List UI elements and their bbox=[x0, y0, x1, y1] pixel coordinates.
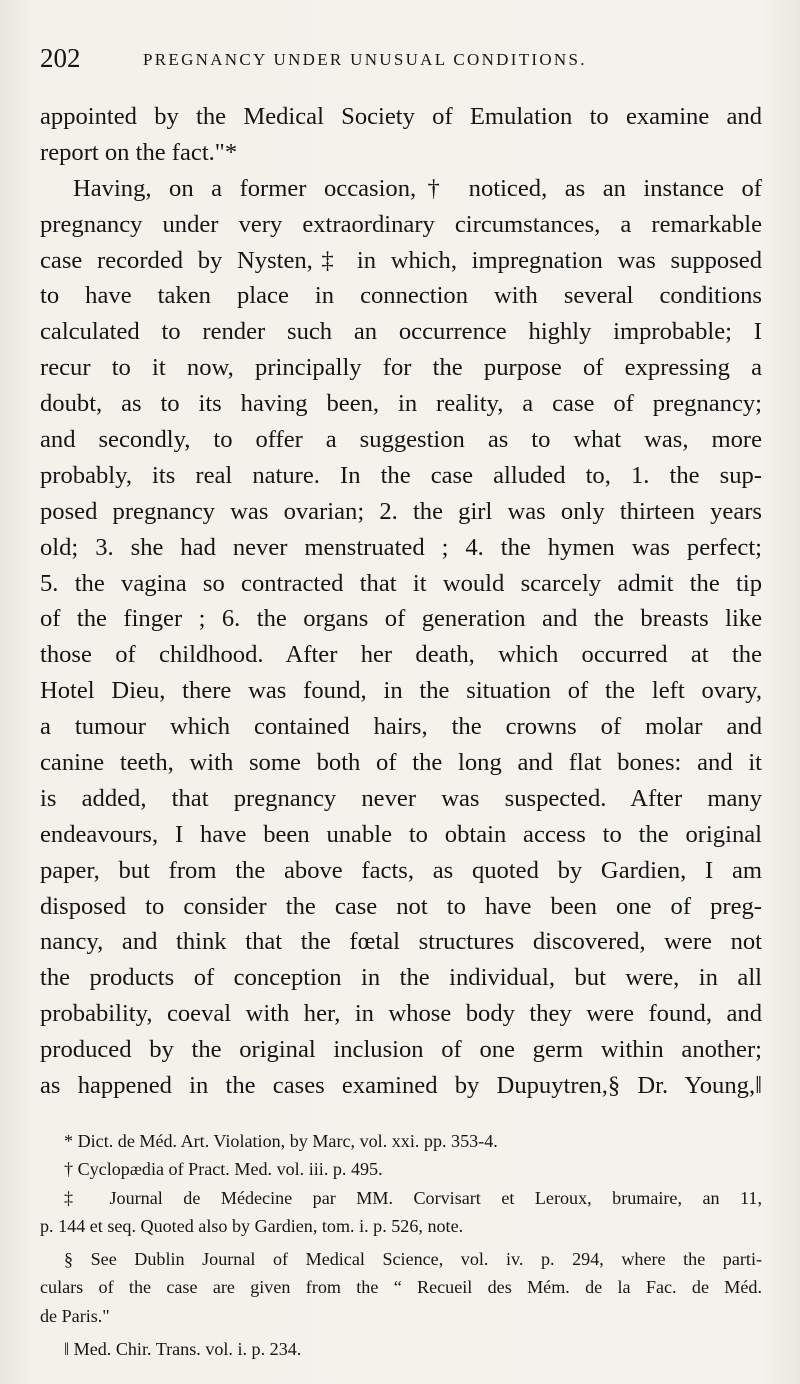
body-line: report on the fact."* bbox=[40, 138, 238, 166]
body-line: old; 3. she had never menstruated ; 4. the hymen was perfect; bbox=[40, 533, 762, 561]
footnotes bbox=[40, 1127, 762, 1363]
body-line: of the finger ; 6. the organs of generation and the breasts like bbox=[40, 605, 762, 633]
body-line: Having, on a former occasion,† noticed, as an instance of bbox=[73, 174, 762, 202]
body-line: doubt, as to its having been, in reality, a case of pregnancy; bbox=[40, 390, 762, 418]
running-title: PREGNANCY UNDER UNUSUAL CONDITIONS. bbox=[143, 50, 587, 69]
page-number: 202 bbox=[40, 43, 81, 73]
body-line: canine teeth, with some both of the long and flat bones: and it bbox=[40, 749, 762, 777]
body-line: Hotel Dieu, there was found, in the situation of the left ovary, bbox=[40, 677, 762, 705]
body-line: pregnancy under very extraordinary circumstances, a remarkable bbox=[40, 210, 762, 238]
footnote-continuation: p. 144 et seq. Quoted also by Gardien, tom. i. p. 526, note. bbox=[40, 1215, 464, 1236]
body-line: as happened in the cases examined by Dupuytren,§ Dr. Young,‖ bbox=[40, 1072, 762, 1100]
body-line: to have taken place in connection with several conditions bbox=[40, 282, 762, 310]
page-header bbox=[40, 40, 752, 80]
body-line: a tumour which contained hairs, the crowns of molar and bbox=[40, 713, 762, 741]
body-text bbox=[40, 99, 762, 1104]
body-line: paper, but from the above facts, as quoted by Gardien, I am bbox=[40, 856, 762, 884]
body-line: and secondly, to offer a suggestion as to what was, more bbox=[40, 426, 762, 454]
body-line: 5. the vagina so contracted that it would scarcely admit the tip bbox=[40, 569, 762, 597]
body-line: endeavours, I have been unable to obtain access to the original bbox=[40, 820, 762, 848]
body-line: case recorded by Nysten,‡ in which, impregnation was supposed bbox=[40, 246, 762, 274]
body-line: produced by the original inclusion of one germ within another; bbox=[40, 1036, 762, 1064]
footnote: † Cyclopædia of Pract. Med. vol. iii. p. 495. bbox=[64, 1159, 383, 1180]
footnote-continuation: culars of the case are given from the “ Recueil des Mém. de la Fac. de Méd. bbox=[40, 1277, 762, 1298]
body-line: nancy, and think that the fœtal structures discovered, were not bbox=[40, 928, 762, 956]
footnote: ‖ Med. Chir. Trans. vol. i. p. 234. bbox=[64, 1339, 302, 1360]
footnote: § See Dublin Journal of Medical Science, vol. iv. p. 294, where the parti- bbox=[64, 1249, 762, 1270]
body-line: is added, that pregnancy never was suspected. After many bbox=[40, 784, 762, 812]
body-line: posed pregnancy was ovarian; 2. the girl was only thirteen years bbox=[40, 497, 762, 525]
footnote-continuation: de Paris." bbox=[40, 1305, 110, 1326]
body-line: disposed to consider the case not to have been one of preg- bbox=[40, 892, 762, 920]
body-line: probability, coeval with her, in whose body they were found, and bbox=[40, 1000, 762, 1028]
body-line: recur to it now, principally for the purpose of expressing a bbox=[40, 354, 762, 382]
body-line: the products of conception in the individual, but were, in all bbox=[40, 964, 762, 992]
footnote: ‡ Journal de Médecine par MM. Corvisart et Leroux, brumaire, an 11, bbox=[64, 1187, 762, 1208]
footnote: * Dict. de Méd. Art. Violation, by Marc, vol. xxi. pp. 353-4. bbox=[64, 1131, 498, 1151]
body-line: probably, its real nature. In the case alluded to, 1. the sup- bbox=[40, 461, 762, 489]
body-line: appointed by the Medical Society of Emulation to examine and bbox=[40, 103, 762, 130]
body-line: calculated to render such an occurrence highly improbable; I bbox=[40, 318, 762, 346]
body-line: those of childhood. After her death, which occurred at the bbox=[40, 641, 762, 669]
